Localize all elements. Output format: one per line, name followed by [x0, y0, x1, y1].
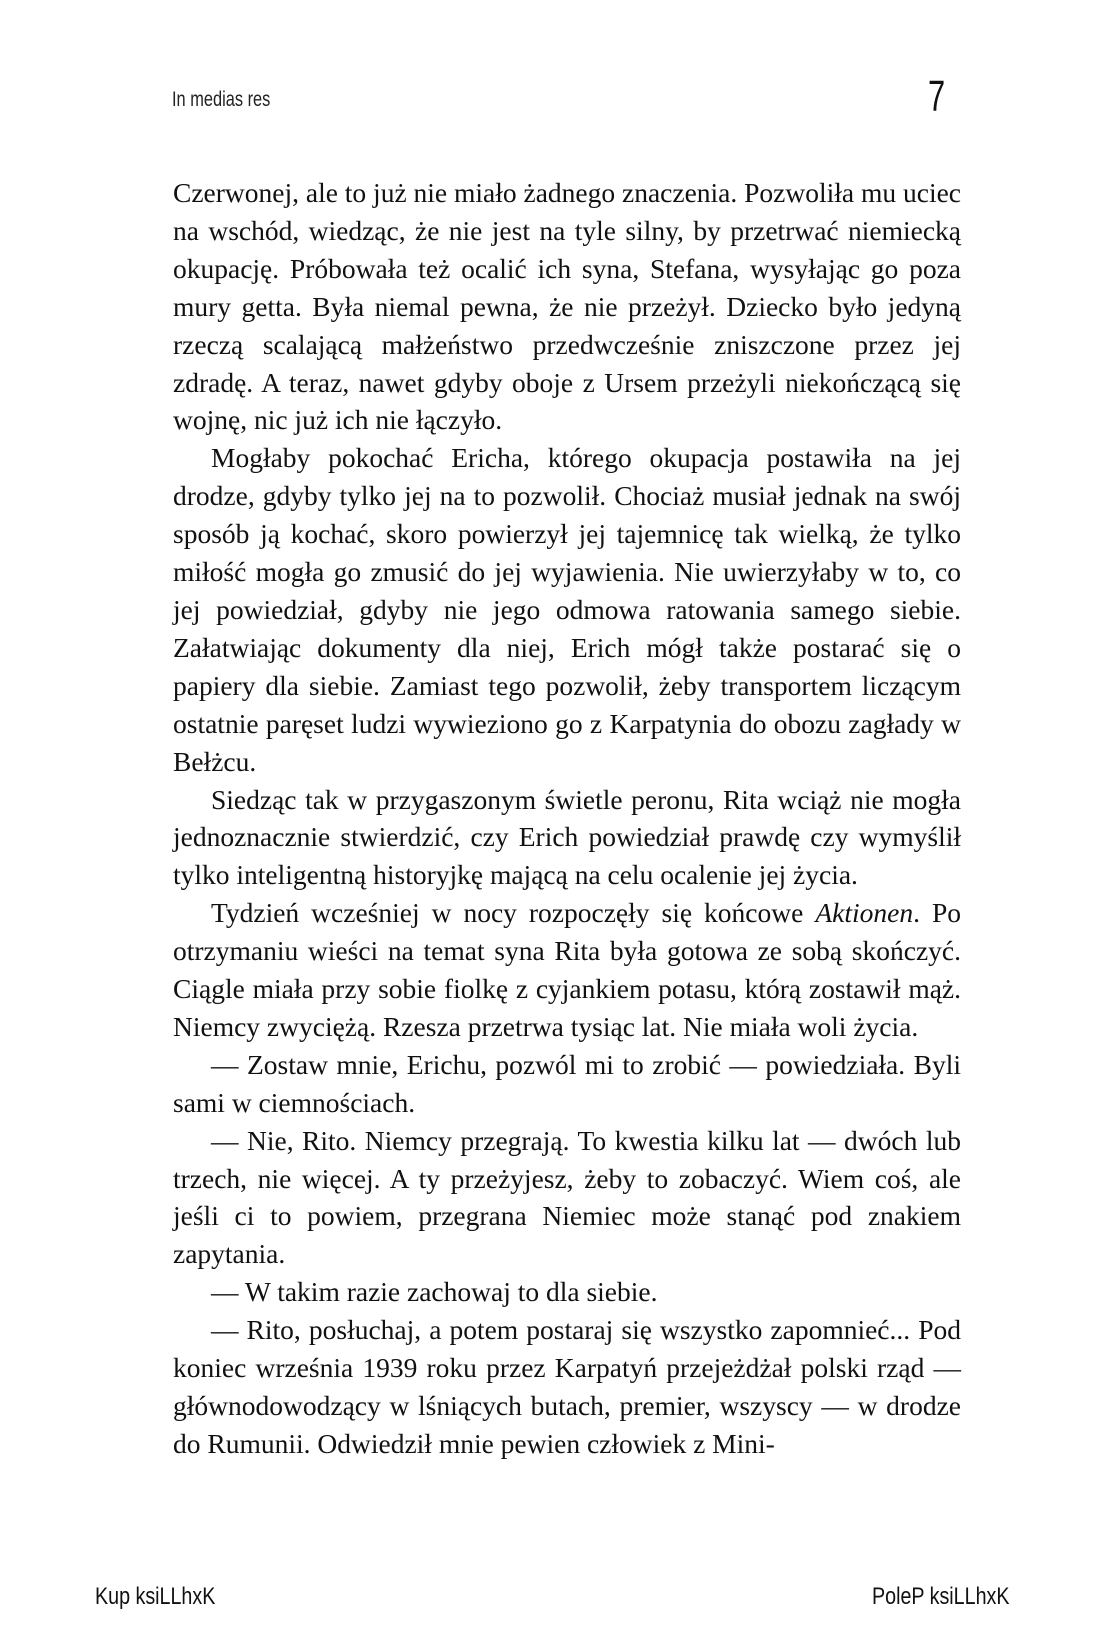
buy-book-link[interactable]: Kup ksiLLhxK [95, 1583, 216, 1610]
italic-term: Aktionen [815, 897, 914, 929]
dialogue-line-2: — Nie, Rito. Niemcy przegrają. To kwestia kilku lat — dwóch lub trzech, nie więcej. A ty przeżyjesz, żeby to zobaczyć. Wiem coś, ale jeśli ci to powiem, przegrana Niemiec może stanąć pod znakiem zapytania. [173, 1124, 961, 1270]
paragraph-4 [173, 894, 961, 1046]
paragraph-3: Siedząc tak w przygaszonym świetle peronu, Rita wciąż nie mogła jednoznacznie stwierdzić, czy Erich powiedział prawdę czy wymyślił tylko inteligentną historyjkę mającą na celu ocalenie jej życia. [173, 783, 961, 891]
paragraph-4-rest: . Po otrzymaniu wieści na temat syna Rita była gotowa ze sobą skończyć. Ciągle miała przy sobie fiolkę z cyjankiem potasu, którą zostawił mąż. Niemcy zwyciężą. Rzesza przetrwa tysiąc lat. Nie miała woli życia. [173, 897, 961, 1042]
running-title: In medias res [172, 88, 271, 111]
dialogue-line-1: — Zostaw mnie, Erichu, pozwól mi to zrobić — powiedziała. Byli sami w ciemnościach. [173, 1048, 961, 1118]
paragraph-1: Czerwonej, ale to już nie miało żadnego znaczenia. Pozwoliła mu uciec na wschód, wiedząc, że nie jest na tyle silny, by przetrwać niemiecką okupację. Próbowała też ocalić ich syna, Stefana, wysyłając go poza mury getta. Była niemal pewna, że nie przeżył. Dziecko było jedyną rzeczą scalającą małżeństwo przedwcześnie zniszczone przez jej zdradę. A teraz, nawet gdyby oboje z Ursem przeżyli niekończącą się wojnę, nic już ich nie łączyło. [173, 177, 962, 436]
recommend-book-link[interactable]: PoleP ksiLLhxK [872, 1583, 1010, 1610]
body-text [173, 174, 961, 1463]
paragraph-2: Mogłaby pokochać Ericha, którego okupacja postawiła na jej drodze, gdyby tylko jej na to pozwolił. Chociaż musiał jednak na swój sposób ją kochać, skoro powierzył jej tajemnicę tak wielką, że tylko miłość mogła go zmusić do jej wyjawienia. Nie uwierzyłaby w to, co jej powiedział, gdyby nie jego odmowa ratowania samego siebie. Załatwiając dokumenty dla niej, Erich mógł także postarać się o papiery dla siebie. Zamiast tego pozwolił, żeby transportem liczącym ostatnie paręset ludzi wywieziono go z Karpatynia do obozu zagłady w Bełżcu. [173, 442, 961, 777]
dialogue-line-3: — W takim razie zachowaj to dla siebie. [211, 1276, 658, 1308]
page-number: 7 [928, 72, 946, 121]
dialogue-line-4: — Rito, posłuchaj, a potem postaraj się wszystko zapomnieć... Pod koniec września 1939 roku przez Karpatyń przejeżdżał polski rząd — głównodowodzący w lśniących butach, premier, wszyscy — w drodze do Rumunii. Odwiedził mnie pewien człowiek z Mini- [173, 1314, 961, 1459]
paragraph-4-lead: Tydzień wcześniej w nocy rozpoczęły się końcowe [211, 897, 816, 929]
